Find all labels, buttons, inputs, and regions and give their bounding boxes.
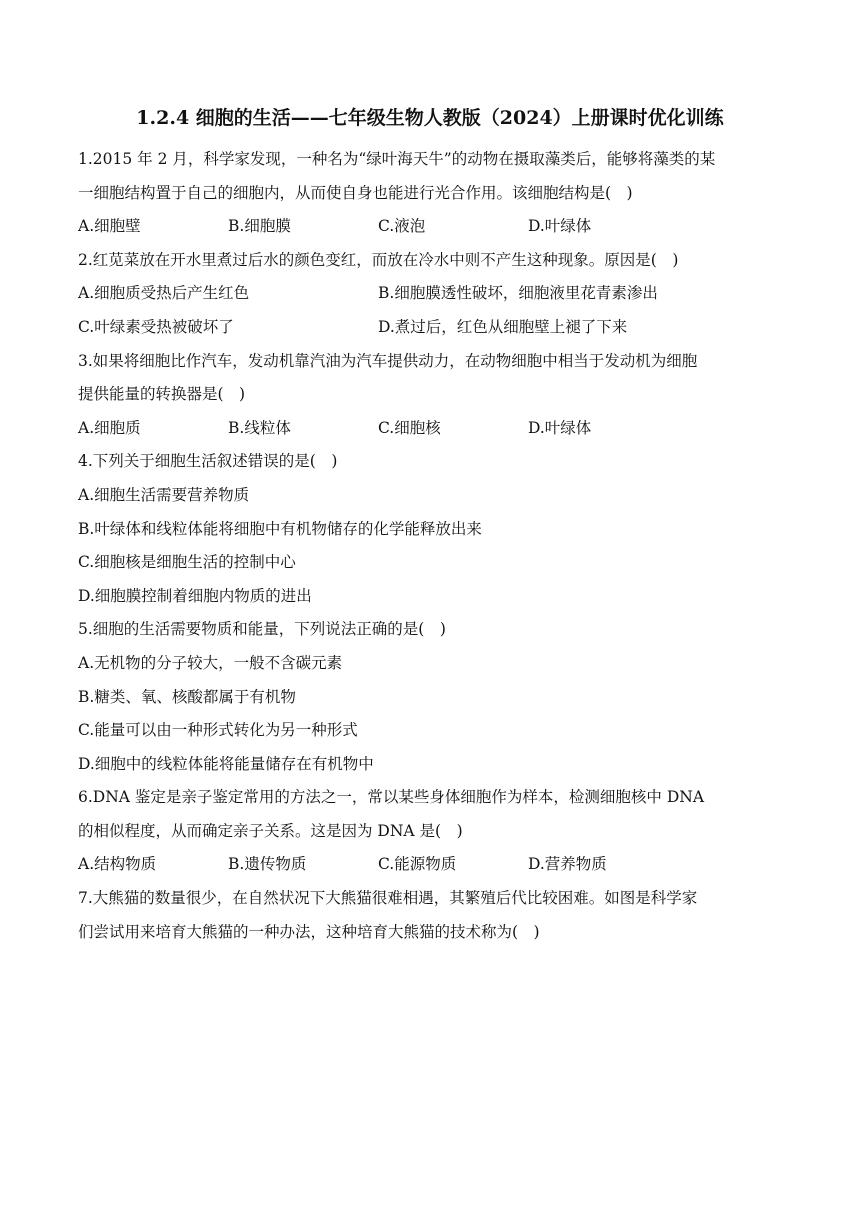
- question-5-option-a: A.无机物的分子较大，一般不含碳元素: [78, 653, 343, 672]
- question-5-option-b: B.糖类、氧、核酸都属于有机物: [78, 687, 296, 706]
- question-6-stem-cont: 的相似程度，从而确定亲子关系。这是因为 DNA 是( ): [78, 821, 463, 840]
- question-2-stem: 2.红苋菜放在开水里煮过后水的颜色变红，而放在冷水中则不产生这种现象。原因是( ): [78, 250, 679, 269]
- question-7-stem: 7.大熊猫的数量很少，在自然状况下大熊猫很难相遇，其繁殖后代比较困难。如图是科学家: [78, 889, 698, 908]
- page-title: 1.2.4 细胞的生活——七年级生物人教版（2024）上册课时优化训练: [136, 107, 724, 129]
- question-2-options-row1: [78, 277, 778, 311]
- question-4-option-d: D.细胞膜控制着细胞内物质的进出: [78, 586, 312, 605]
- question-4-option-b: B.叶绿体和线粒体能将细胞中有机物储存的化学能释放出来: [78, 519, 482, 538]
- question-2-option-a: A.细胞质受热后产生红色: [78, 284, 250, 303]
- question-1-option-b: B.细胞膜: [228, 217, 291, 236]
- question-7-stem-cont: 们尝试用来培育大熊猫的一种办法，这种培育大熊猫的技术称为( ): [78, 922, 540, 941]
- question-3-option-a: A.细胞质: [78, 418, 141, 437]
- question-6-option-b: B.遗传物质: [228, 855, 307, 874]
- question-3-stem-cont: 提供能量的转换器是( ): [78, 385, 246, 404]
- question-4-stem: 4.下列关于细胞生活叙述错误的是( ): [78, 452, 338, 471]
- question-3-option-d: D.叶绿体: [528, 418, 592, 437]
- question-6-stem: 6.DNA 鉴定是亲子鉴定常用的方法之一，常以某些身体细胞作为样本，检测细胞核中 DNA: [78, 788, 705, 807]
- question-6-options: [78, 848, 778, 882]
- question-5-option-d: D.细胞中的线粒体能将能量储存在有机物中: [78, 754, 374, 773]
- question-1-options: [78, 210, 778, 244]
- question-2-option-d: D.煮过后，红色从细胞壁上褪了下来: [378, 317, 628, 336]
- question-1-stem: 1.2015 年 2 月，科学家发现，一种名为“绿叶海天牛”的动物在摄取藻类后，能够将藻类的某: [78, 150, 716, 168]
- question-1-option-d: D.叶绿体: [528, 217, 592, 236]
- question-3-stem: 3.如果将细胞比作汽车，发动机靠汽油为汽车提供动力，在动物细胞中相当于发动机为细胞: [78, 351, 698, 370]
- question-4-option-c: C.细胞核是细胞生活的控制中心: [78, 553, 296, 572]
- question-2-option-c: C.叶绿素受热被破坏了: [78, 317, 234, 336]
- question-6-option-c: C.能源物质: [378, 855, 457, 874]
- question-1-option-a: A.细胞壁: [78, 217, 141, 236]
- question-4-option-a: A.细胞生活需要营养物质: [78, 485, 250, 504]
- question-6-option-a: A.结构物质: [78, 855, 157, 874]
- question-2-options-row2: [78, 311, 778, 345]
- question-1-option-c: C.液泡: [378, 217, 426, 236]
- question-5-stem: 5.细胞的生活需要物质和能量，下列说法正确的是( ): [78, 620, 446, 639]
- question-3-option-b: B.线粒体: [228, 418, 291, 437]
- question-2-option-b: B.细胞膜透性破坏，细胞液里花青素渗出: [378, 284, 658, 303]
- question-3-options: [78, 412, 778, 446]
- question-3-option-c: C.细胞核: [378, 418, 441, 437]
- question-list: [78, 143, 778, 949]
- question-5-option-c: C.能量可以由一种形式转化为另一种形式: [78, 721, 358, 740]
- question-6-option-d: D.营养物质: [528, 855, 607, 874]
- question-1-stem-cont: 一细胞结构置于自己的细胞内，从而使自身也能进行光合作用。该细胞结构是( ): [78, 183, 633, 202]
